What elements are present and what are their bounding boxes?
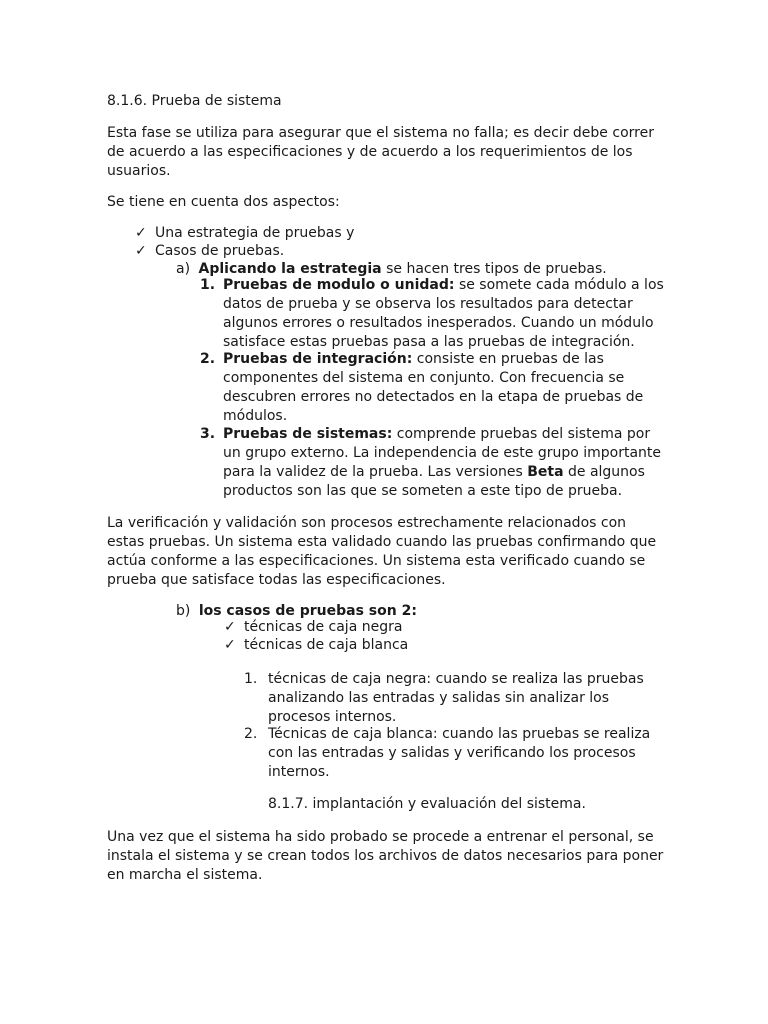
section-heading: 8.1.6. Prueba de sistema bbox=[107, 93, 282, 109]
case-type-item bbox=[224, 618, 402, 637]
item-number: 2. bbox=[244, 726, 258, 742]
test-type-item bbox=[200, 276, 670, 352]
item-number: 1. bbox=[244, 671, 258, 687]
checkmark-icon: ✓ bbox=[135, 243, 147, 259]
item-text: comprende pruebas del sistema por un grupo externo. La independencia de este grupo importante para la validez de la prueba. Las versiones bbox=[223, 426, 662, 480]
checkmark-icon: ✓ bbox=[135, 225, 147, 241]
section-b-bold: los casos de pruebas son 2: bbox=[198, 603, 417, 619]
item-title: Pruebas de integración: bbox=[223, 351, 413, 367]
case-type-text: técnicas de caja blanca bbox=[244, 637, 409, 653]
section-a-rest: se hacen tres tipos de pruebas. bbox=[381, 261, 607, 277]
aspects-intro: Se tiene en cuenta dos aspectos: bbox=[107, 194, 340, 210]
beta-term: Beta bbox=[527, 464, 564, 480]
verification-paragraph: La verificación y validación son procesos estrechamente relacionados con estas pruebas. Un sistema esta validado cuando las pruebas confirmando que actúa conforme a las especificaciones. Un sistema esta verificado cuando se prueba que satisface todas las especificaciones. bbox=[107, 515, 657, 588]
section-b-marker: b) bbox=[176, 603, 191, 619]
item-number: 2. bbox=[200, 351, 216, 367]
item-text: se somete cada módulo a los datos de prueba y se observa los resultados para detectar algunos errores o resultados inesperados. Cuando un módulo satisface estas pruebas pasa a las pruebas de integración. bbox=[223, 277, 664, 350]
item-text: consiste en pruebas de las componentes del sistema en conjunto. Con frecuencia se descubren errores no detectados en la etapa de pruebas de módulos. bbox=[223, 351, 644, 424]
item-text: técnicas de caja negra: cuando se realiza las pruebas analizando las entradas y salidas sin analizar los procesos internos. bbox=[268, 671, 644, 725]
item-text: de algunos productos son las que se someten a este tipo de prueba. bbox=[223, 464, 645, 499]
technique-item bbox=[244, 725, 664, 782]
item-text: Técnicas de caja blanca: cuando las pruebas se realiza con las entradas y salidas y verificando los procesos internos. bbox=[268, 726, 651, 780]
closing-paragraph: Una vez que el sistema ha sido probado se procede a entrenar el personal, se instala el sistema y se crean todos los archivos de datos necesarios para poner en marcha el sistema. bbox=[107, 829, 664, 883]
test-type-item bbox=[200, 350, 670, 426]
item-number: 1. bbox=[200, 277, 216, 293]
section-a-marker: a) bbox=[176, 261, 191, 277]
aspect-text: Una estrategia de pruebas y bbox=[155, 225, 355, 241]
case-type-text: técnicas de caja negra bbox=[244, 619, 403, 635]
case-type-item bbox=[224, 636, 408, 655]
checkmark-icon: ✓ bbox=[224, 637, 236, 653]
subsection-heading: 8.1.7. implantación y evaluación del sistema. bbox=[268, 796, 586, 812]
technique-item bbox=[244, 670, 664, 727]
item-title: Pruebas de modulo o unidad: bbox=[223, 277, 455, 293]
aspect-text: Casos de pruebas. bbox=[155, 243, 285, 259]
aspect-item bbox=[135, 242, 284, 261]
item-title: Pruebas de sistemas: bbox=[223, 426, 393, 442]
checkmark-icon: ✓ bbox=[224, 619, 236, 635]
intro-paragraph: Esta fase se utiliza para asegurar que el sistema no falla; es decir debe correr de acuerdo a las especificaciones y de acuerdo a los requerimientos de los usuarios. bbox=[107, 125, 654, 179]
section-a-bold: Aplicando la estrategia bbox=[198, 261, 382, 277]
test-type-item bbox=[200, 425, 670, 501]
aspect-item bbox=[135, 224, 354, 243]
item-number: 3. bbox=[200, 426, 216, 442]
